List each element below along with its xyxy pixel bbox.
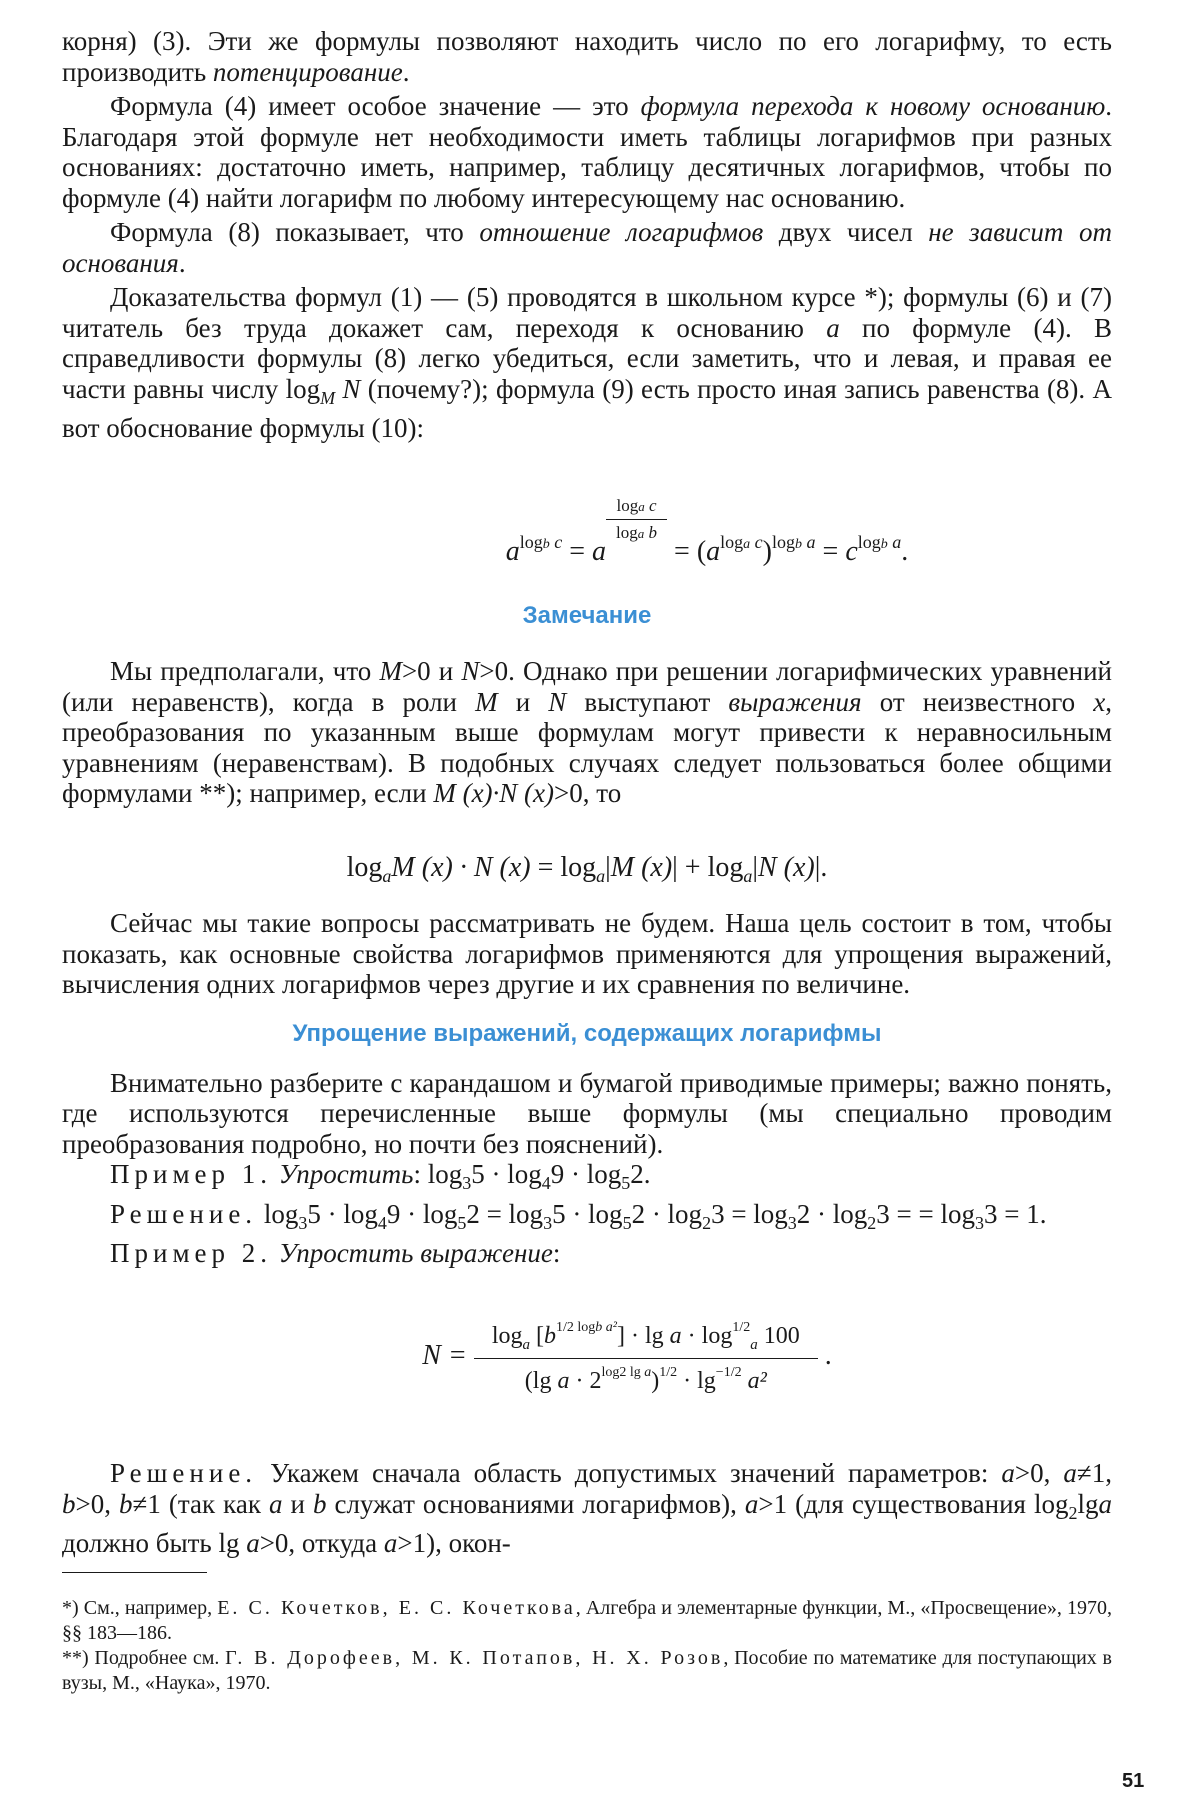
formula-abs: $\log_aM$ (x) · N $(x) = \log_a|M$ $(x)| + \log_a|N$ (x)|. <box>346 852 828 886</box>
paragraph-formula-8: Формула (8) показывает, что отношение логарифмов двух чисел не зависит от основания. <box>62 217 1112 278</box>
formula-n-numerator: $\log_a [b^{1/2 logb a^2}] \cdot \lg a \cdot \log^{1/2}_a 100$ <box>474 1320 818 1359</box>
paragraph-goal: Сейчас мы такие вопросы рассматривать не будем. Наша цель состоит в том, чтобы показать, как основные свойства логарифмов применяются для упрощения выражений, вычисления одних логарифмов через другие и их сравнения по величине. <box>62 908 1112 999</box>
formula-10: $a^{logb c} = a$ $\frac{\text{loga c}}{\text{loga b}}$ = $(a^{loga c})^{logb a} = c^{logb a}$. <box>505 496 909 567</box>
footnote-2: **) Подробнее см. Г. В. Дорофеев, М. К. Потапов, Н. Х. Розов, Пособие по математике для поступающих в вузы, М., «Наука», 1970. <box>62 1647 1113 1694</box>
formula-10-exponent: $\frac{\text{loga c}}{\text{loga b}}$ <box>606 496 667 543</box>
paragraph-proofs: Доказательства формул (1) — (5) проводятся в школьном курсе *); формулы (6) и (7) читатель без труда докажет сам, переходя к основанию a по формуле (4). В справедливости формулы (8) легко убедиться, если заметить, что и левая, и правая ее части равны числу $\log_M N$ (почему?); формула (9) есть просто иная запись равенства (8). А вот обоснование формулы (10): <box>62 282 1112 443</box>
text-block-bottom <box>62 1458 1112 1559</box>
paragraph-continuation: корня) (3). Эти же формулы позволяют находить число по его логарифму, то есть производить потенцирование. <box>62 26 1112 87</box>
paragraph-formula-4: Формула (4) имеет особое значение — это формула перехода к новому основанию. Благодаря этой формуле нет необходимости иметь таблицы логарифмов при разных основаниях: достаточно иметь, например, таблицу десятичных логарифмов, чтобы по формуле (4) найти логарифм по любому интересующему нас основанию. <box>62 91 1112 213</box>
footnote-1: *) См., например, Е. С. Кочетков, Е. С. Кочеткова, Алгебра и элементарные функции, М., «Просвещение», 1970, §§ 183—186. <box>62 1597 1112 1644</box>
page-number: 51 <box>1122 1770 1145 1792</box>
formula-n: N = $\frac{\log_a [b^{1/2 logb a^2}] \cdot \lg a \cdot \log^{1/2}_a 100}{(\lg a \cdot 2^{log2 lg a})^{1/2} \cdot \lg^{-1/2} a^2}$ . <box>422 1320 832 1394</box>
example-2: Пример 2. Упростить выражение: <box>110 1238 561 1268</box>
paragraph-remark: Мы предполагали, что M>0 и N>0. Однако при решении логарифмических уравнений (или неравенств), когда в роли M и N выступают выражения от неизвестного x, преобразования по указанным выше формулам могут привести к неравносильным уравнениям (неравенствам). В подобных случаях следует пользоваться более общими формулами **); например, если M (x)·N (x)>0, то <box>62 656 1113 808</box>
text-block-top <box>62 26 1112 444</box>
footnote-divider <box>62 1572 207 1573</box>
paragraph-instructions: Внимательно разберите с карандашом и бумагой приводимые примеры; важно понять, где используются перечисленные выше формулы (мы специально проводим преобразования подробно, но почти без пояснений). <box>62 1067 1112 1159</box>
heading-simplify: Упрощение выражений, содержащих логарифмы <box>292 1019 882 1047</box>
text-block-middle <box>62 908 1112 1269</box>
formula-n-denominator: (lg $a \cdot 2^{log2 lg a})^{1/2} \cdot \lg^{-1/2} a^2$ <box>524 1365 767 1394</box>
solution-2: Решение. Укажем сначала область допустимых значений параметров: a>0, a≠1, b>0, b≠1 (так как a и b служат основаниями логарифмов), a>1 (для существования $\log_2\lg a$ должно быть lg a>0, откуда a>1), окон- <box>62 1458 1112 1558</box>
footnotes <box>62 1596 1112 1696</box>
formula-n-fraction <box>474 1320 818 1395</box>
heading-remark: Замечание <box>522 602 652 629</box>
remark-section <box>62 602 1112 809</box>
solution-1: Решение. $\log_35 \cdot \log_49 \cdot \log_52 = \log_35 \cdot \log_52 \cdot \log_23 = \log_32 \cdot \log_23$ = = $\log_33 = 1$. <box>110 1198 1047 1233</box>
example-1: Пример 1. Упростить: $\log_35 \cdot \log_49 \cdot \log_52$. <box>110 1159 651 1193</box>
